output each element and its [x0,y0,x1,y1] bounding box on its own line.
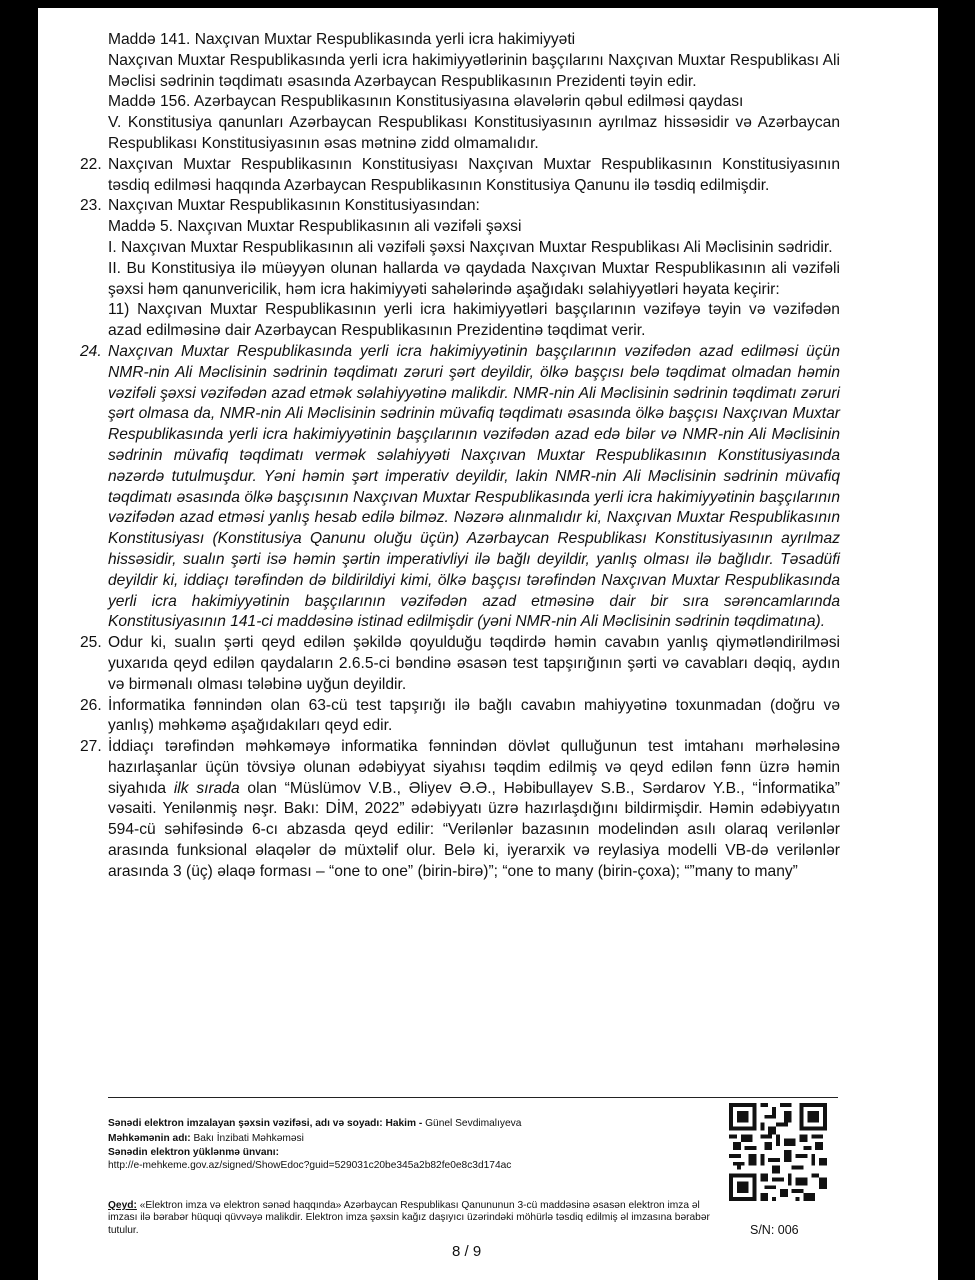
footer-divider [108,1097,838,1098]
note-text: «Elektron imza və elektron sənəd haqqında» Azərbaycan Respublikası Qanununun 3-cü maddəsinə əsasən elektron imza əl imzası ilə bərabər hüquqi qüvvəyə malikdir. Elektron imza şəxsin kağız daşıyıcı üzərindəki möhürlə təsdiq edilmiş əl imzasına bərabər tutulur. [108,1200,710,1236]
article-5-heading: Maddə 5. Naxçıvan Muxtar Respublikasının ali vəzifəli şəxsi [108,218,522,236]
paragraph-25 [80,633,840,695]
article-5-clause-2: II. Bu Konstitusiya ilə müəyyən olunan hallarda və qaydada Naxçıvan Muxtar Respublikasının ali vəzifəli şəxsi həm qanunvericilik, həm icra hakimiyyəti sahələrində aşağıdakı səlahiyyətləri həyata keçirir: [108,259,840,298]
paragraph-26 [80,696,840,738]
signature-footer [108,1118,618,1174]
court-label: Məhkəmənin adı: [108,1132,191,1144]
paragraph-text: Naxçıvan Muxtar Respublikasında yerli icra hakimiyyətinin başçılarının vəzifədən azad edilməsi üçün NMR-nin Ali Məclisinin sədrinin təqdimatı zəruri şərt deyildir, ölkə başçısı belə təqdimat olmadan həmin vəzifəli şəxsi vəzifədən azad etmək səlahiyyətinə malikdir. NMR-nin Ali Məclisinin sədrinin təqdimatı zəruri şərt olmasa da, NMR-nin Ali Məclisinin sədrinin müvafiq təqdimatı əsasında ölkə başçısı Naxçıvan Muxtar Respublikasında yerli icra hakimiyyətinin başçılarının vəzifədən azad edə bilər və NMR-nin Ali Məclisinin sədrinin müvafiq təqdimatı vermək səlahiyyəti Naxçıvan Muxtar Respublikasının Konstitusiyasında nəzərdə tutulmuşdur. Yəni həmin şərt imperativ deyildir, lakin NMR-nin Ali Məclisinin sədrinin müvafiq təqdimatı əsasında ölkə başçısının Naxçıvan Muxtar Respublikasında yerli icra hakimiyyətinin başçılarının vəzifədən azad etməsi yanlış hesab edilə bilməz. Nəzərə alınmalıdır ki, Naxçıvan Muxtar Respublikasının Konstitusiyası (Konstitusiya Qanunu oluğu üçün) Azərbaycan Respublikası Konstitusiyasının ayrılmaz hissəsidir, sualın şərti isə həmin şərtin imperativliyi ilə bağlı deyildir, yanlış olması ilə bağlıdır. Təsadüfi deyildir ki, iddiaçı tərəfindən də bildirildiyi kimi, ölkə başçısı tərəfindən Naxçıvan Muxtar Respublikasında yerli icra hakimiyyətinin başçılarının vəzifədən azad etməsinə dair bir sıra sərəncamlarında Konstitusiyasının 141-ci maddəsinə istinad edilmişdir (yəni NMR-nin Ali Məclisinin sədrinin təqdimatına). [108,342,840,631]
paragraph-22 [80,155,840,197]
signer-label: Sənədi elektron imzalayan şəxsin vəzifəsi, adı və soyadı: [108,1118,383,1129]
paragraph-23 [80,196,840,217]
article-141-text: Naxçıvan Muxtar Respublikasında yerli icra hakimiyyətlərinin başçılarını Naxçıvan Muxtar Respublikası Ali Məclisi sədrinin təqdimatı əsasında Azərbaycan Respublikasının Prezidenti təyin edir. [108,51,840,90]
paragraph-24 [80,342,840,633]
paragraph-27 [80,737,840,883]
article-156-text: V. Konstitusiya qanunları Azərbaycan Respublikası Konstitusiyasının ayrılmaz hissəsidir və Azərbaycan Respublikası Konstitusiyasının əsas mətninə zidd olmamalıdır. [108,114,840,152]
paragraph-text: Naxçıvan Muxtar Respublikasının Konstitusiyası Naxçıvan Muxtar Respublikasının Konstitusiyasının təsdiq edilməsi haqqında Azərbaycan Respublikasının Konstitusiya Qanunu ilə təsdiq edilmişdir. [108,155,840,194]
paragraph-text [108,737,840,883]
signer-row [108,1118,618,1131]
legal-note [108,1200,720,1237]
article-141-heading: Maddə 141. Naxçıvan Muxtar Respublikasında yerli icra hakimiyyəti [108,31,576,48]
court-name: Bakı İnzibati Məhkəməsi [193,1132,304,1144]
signer-role: Hakim - [385,1118,423,1129]
paragraph-27-italic: ilk sırada [173,779,240,797]
address-url[interactable]: http://e-mehkeme.gov.az/signed/ShowEdoc?guid=529031c20be345a2b82fe0e8c3d174ac [108,1159,512,1171]
paragraph-number: 23. [80,197,102,215]
court-row [108,1133,618,1146]
paragraph-number: 27. [80,738,102,756]
article-5-item-11: 11) Naxçıvan Muxtar Respublikasının yerli icra hakimiyyətləri başçılarının vəzifəyə təyin və vəzifədən azad edilməsinə dair Azərbaycan Respublikasının Prezidentinə təqdimat verir. [108,301,840,340]
address-label: Sənədin elektron yüklənmə ünvanı: [108,1147,279,1159]
paragraph-text: Naxçıvan Muxtar Respublikasının Konstitusiyasından: [108,197,480,215]
signer-name: Günel Sevdimalıyeva [425,1118,522,1129]
qr-code-icon [729,1103,827,1201]
paragraph-27-part-1: İddiaçı tərəfindən məhkəməyə informatika fənnindən dövlət qulluğunun test imtahanı mərhələsinə hazırlaşanlar üçün tövsiyə olunan ədəbiyyat siyahısı təqdim edilmiş və qeyd edilən fənn üzrə həmin siyahıda [108,738,840,797]
page-number: 8 / 9 [452,1243,482,1260]
paragraph-number: 24. [80,342,102,360]
note-label: Qeyd: [108,1200,137,1211]
paragraph-text: İnformatika fənnindən olan 63-cü test tapşırığı ilə bağlı cavabın mahiyyətinə toxunmadan (doğru və yanlış) məhkəmə aşağıdakıları qeyd edir. [108,696,840,735]
paragraph-number: 25. [80,634,102,652]
paragraph-number: 26. [80,696,102,714]
article-5-clause-1: I. Naxçıvan Muxtar Respublikasının ali vəzifəli şəxsi Naxçıvan Muxtar Respublikası Ali Məclisinin sədridir. [108,238,833,256]
document-body [80,30,840,883]
paragraph-number: 22. [80,155,102,173]
article-156-heading: Maddə 156. Azərbaycan Respublikasının Konstitusiyasına əlavələrin qəbul edilməsi qaydası [108,93,744,111]
paragraph-text: Odur ki, sualın şərti qeyd edilən şəkildə qoyulduğu təqdirdə həmin cavabın yanlış qiymətləndirilməsi yuxarıda qeyd edilən qaydaların 2.6.5-ci bəndinə əsasən test tapşırığının şərti və cavabları dəqiq, aydın və birmənalı olması tələbinə uyğun deyildir. [108,634,840,693]
serial-number: S/N: 006 [750,1223,799,1237]
paragraph-27-part-2: olan “Müslümov V.B., Əliyev Ə.Ə., Həbibullayev S.B., Sərdarov Y.B., “İnformatika” vəsaiti. Yenilənmiş nəşr. Bakı: DİM, 2022” ədəbiyyatı üzrə hazırlaşdığını bildirmişdir. Həmin ədəbiyyatın 594-cü səhifəsində 6-cı abzasda qeyd edilir: “Verilənlər bazasının modelindən asılı olaraq verilənlər arasında funksional əlaqələr də müxtəlif olur. Belə ki, iyerarxik və reylasiya modelli VB-də verilənlər arasında 3 (üç) əlaqə forması – “one to one” (birin-birə)”; “one to many (birin-çoxa); “”many to many” [108,779,840,880]
